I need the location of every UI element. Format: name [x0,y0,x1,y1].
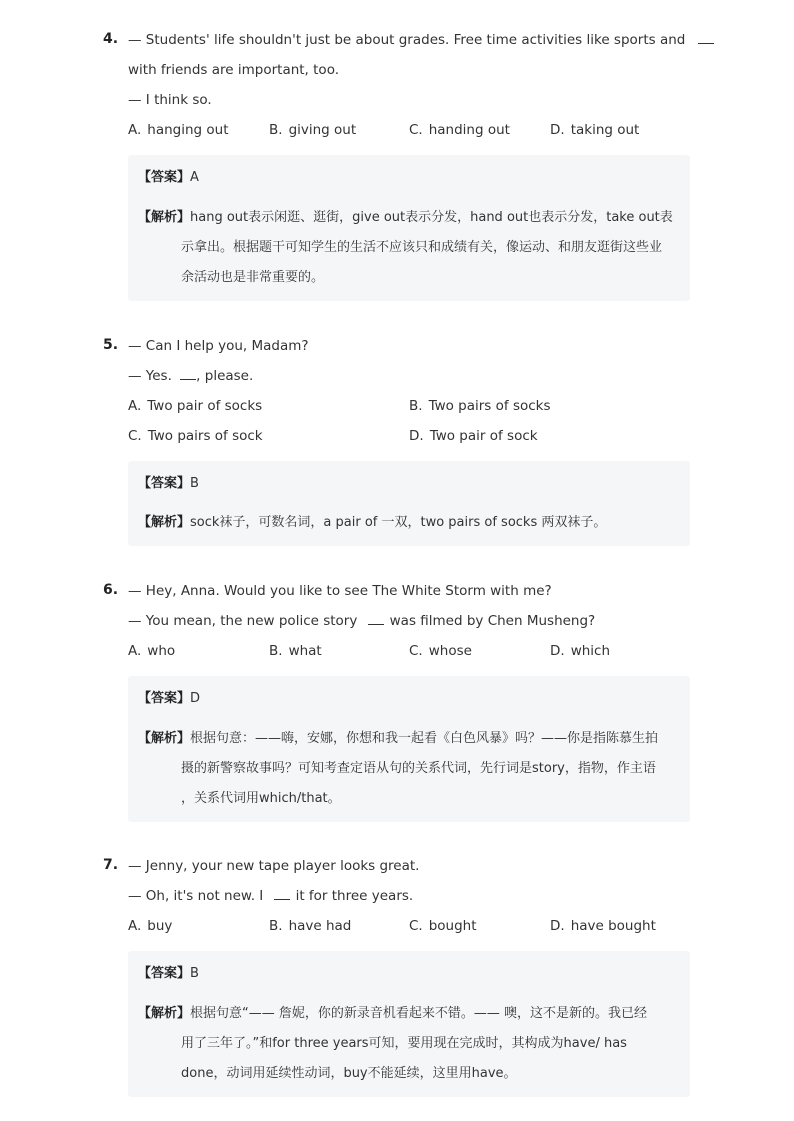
option-b[interactable]: B. giving out [269,122,357,138]
answer-blank [368,612,384,625]
explanation-text: 用了三年了。”和for three years可知，要用现在完成时，其构成为have/ has [181,1036,627,1051]
question-stem-line: — Can I help you, Madam? [128,338,309,354]
question-number: 5. [103,337,119,353]
explanation-label: 【解析】 [138,515,191,530]
option-c[interactable]: C. handing out [409,122,510,138]
answer-value: D [190,691,201,706]
answer-blank [698,31,714,44]
option-a[interactable]: A. buy [128,918,173,934]
option-c[interactable]: C. bought [409,918,477,934]
option-b[interactable]: B. what [269,643,322,659]
option-a[interactable]: A. who [128,643,176,659]
answer-label: 【答案】 [138,966,191,981]
option-d[interactable]: D. which [550,643,611,659]
answer-box [128,676,690,822]
question-number: 4. [103,31,119,47]
explanation-text: done，动词用延续性动词，buy不能延续，这里用have。 [181,1066,517,1081]
option-d[interactable]: D. Two pair of sock [409,428,538,444]
question-stem-line: with friends are important, too. [128,62,340,78]
answer-row [138,475,199,493]
answer-label: 【答案】 [138,170,191,185]
option-c[interactable]: C. Two pairs of sock [128,428,263,444]
answer-label: 【答案】 [138,691,191,706]
explanation-row [138,1005,647,1023]
explanation-label: 【解析】 [138,210,191,225]
answer-box [128,461,690,546]
question-stem-line: — Yes. , please. [128,368,254,384]
explanation-row [138,209,673,227]
question-stem-line: — Hey, Anna. Would you like to see The White Storm with me? [128,583,552,599]
option-a[interactable]: A. hanging out [128,122,229,138]
explanation-text: ，关系代词用which/that。 [181,791,341,806]
explanation-row [138,514,606,532]
explanation-text: 根据句意“—— 詹妮，你的新录音机看起来不错。—— 噢，这不是新的。我已经 [190,1006,648,1021]
question-stem-line: — Students' life shouldn't just be about grades. Free time activities like sports and [128,31,714,49]
question-stem-line: — I think so. [128,92,212,108]
explanation-label: 【解析】 [138,731,191,746]
answer-blank [180,367,196,380]
option-a[interactable]: A. Two pair of socks [128,398,263,414]
option-b[interactable]: B. have had [269,918,352,934]
answer-row [138,965,199,983]
option-d[interactable]: D. taking out [550,122,640,138]
explanation-text: hang out表示闲逛、逛街，give out表示分发，hand out也表示分发，take out表 [190,210,673,225]
answer-value: B [190,966,199,981]
question-number: 6. [103,582,119,598]
answer-row [138,690,200,708]
answer-blank [274,887,290,900]
explanation-row [138,730,658,748]
option-b[interactable]: B. Two pairs of socks [409,398,551,414]
answer-box [128,155,690,301]
explanation-text: 摄的新警察故事吗？可知考查定语从句的关系代词，先行词是story，指物，作主语 [181,761,656,776]
answer-row [138,169,199,187]
explanation-text: 示拿出。根据题干可知学生的生活不应该只和成绩有关，像运动、和朋友逛街这些业 [181,240,663,255]
answer-box [128,951,690,1097]
explanation-text: sock袜子，可数名词，a pair of 一双，two pairs of socks 两双袜子。 [190,515,607,530]
explanation-text: 余活动也是非常重要的。 [181,270,325,285]
option-c[interactable]: C. whose [409,643,472,659]
question-stem-line: — Jenny, your new tape player looks great. [128,858,420,874]
option-d[interactable]: D. have bought [550,918,656,934]
question-stem-line: — You mean, the new police story was filmed by Chen Musheng? [128,613,596,629]
explanation-text: 根据句意：——嗨，安娜，你想和我一起看《白色风暴》吗？——你是指陈慕生拍 [190,731,659,746]
question-stem-line: — Oh, it's not new. I it for three years. [128,888,414,904]
answer-value: A [190,170,199,185]
question-number: 7. [103,857,119,873]
explanation-label: 【解析】 [138,1006,191,1021]
answer-value: B [190,476,199,491]
answer-label: 【答案】 [138,476,191,491]
